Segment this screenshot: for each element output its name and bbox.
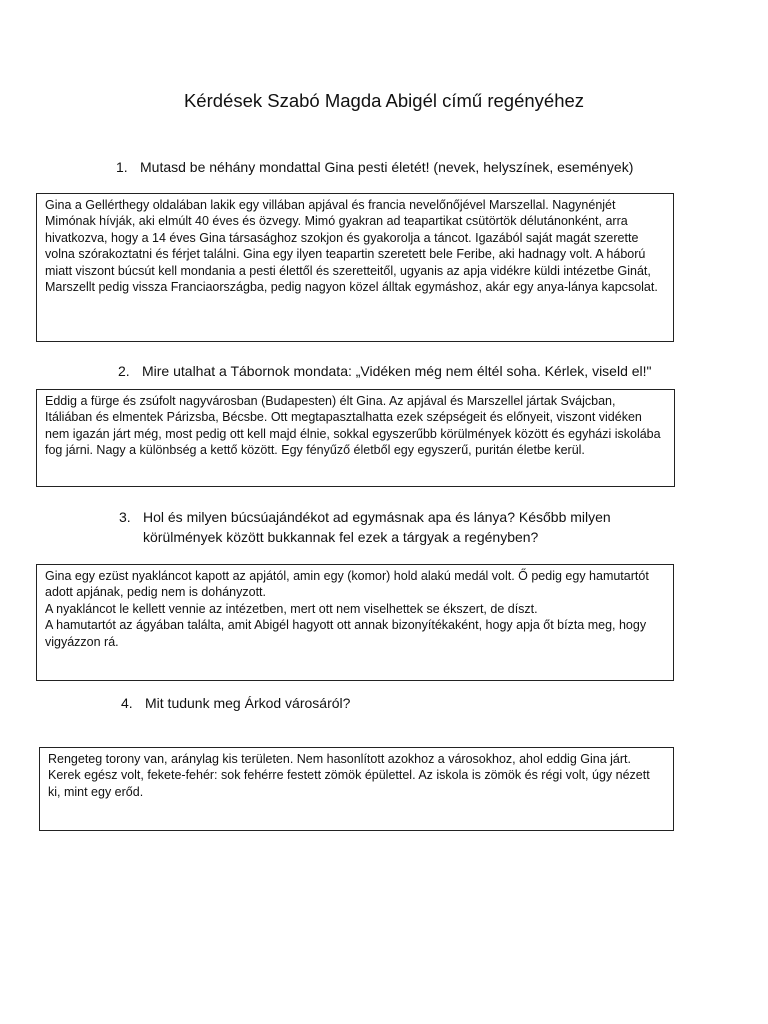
answer-box-1 bbox=[36, 193, 674, 342]
question-2-number: 2. bbox=[118, 363, 130, 379]
question-1-text: Mutasd be néhány mondattal Gina pesti életét! (nevek, helyszínek, események) bbox=[140, 159, 634, 175]
question-4 bbox=[121, 693, 621, 713]
question-1 bbox=[116, 157, 676, 177]
question-2-text: Mire utalhat a Tábornok mondata: „Vidéken még nem éltél soha. Kérlek, viseld el!" bbox=[142, 363, 652, 379]
answer-3-paragraph-3: A hamutartót az ágyában találta, amit Abigél hagyott ott annak bizonyítékaként, hogy apja őt bízta meg, hogy vigyázzon rá. bbox=[45, 618, 647, 649]
answer-box-3 bbox=[36, 564, 674, 681]
answer-box-4 bbox=[39, 747, 674, 831]
answer-4-paragraph-1: Rengeteg torony van, aránylag kis területen. Nem hasonlított azokhoz a városokhoz, ahol eddig Gina járt. Kerek egész volt, fekete-fehér: sok fehérre festett zömök épülettel. Az iskola is zömök és régi volt, úgy nézett ki, mint egy erőd. bbox=[48, 752, 650, 799]
question-1-number: 1. bbox=[116, 159, 128, 175]
document-title: Kérdések Szabó Magda Abigél című regényéhez bbox=[183, 90, 585, 111]
answer-2-paragraph-1: Eddig a fürge és zsúfolt nagyvárosban (Budapesten) élt Gina. Az apjával és Marszellel jártak Svájcban, Itáliában és elmentek Párizsba, Bécsbe. Ott megtapasztalhatta ezek szépségeit és előnyeit, viszont vidéken nem igazán járt még, most pedig ott kell majd élnie, sokkal egyszerűbb körülmények között és egyházi iskolába fog járni. Nagy a különbség a kettő között. Egy fényűző életből egy egyszerű, puritán életbe kerül. bbox=[45, 394, 661, 458]
question-3 bbox=[119, 507, 619, 547]
answer-box-2 bbox=[36, 389, 675, 487]
question-4-text: Mit tudunk meg Árkod városáról? bbox=[145, 695, 351, 711]
answer-1-paragraph-1: Gina a Gellérthegy oldalában lakik egy villában apjával és francia nevelőnőjével Marszellal. Nagynénjét Mimónak hívják, aki elmúlt 40 éves és özvegy. Mimó gyakran ad teapartikat csütörtök délutánonként, arra hivatkozva, hogy a 14 éves Gina társasághoz szokjon és gyakorolja a táncot. Igazából saját magát szerette volna szórakoztatni és férjet találni. Gina egy ilyen teapartin szeretett bele Feribe, aki hadnagy volt. A háború miatt viszont búcsút kell mondania a pesti élettől és szeretteitől, ugyanis az apja vidékre küldi intézetbe Ginát, Marszellt pedig vissza Franciaországba, pedig nagyon közel álltak egymáshoz, akár egy anya-lánya kapcsolat. bbox=[45, 198, 658, 295]
question-2 bbox=[118, 361, 698, 381]
question-3-number: 3. bbox=[119, 509, 131, 525]
question-3-text: Hol és milyen búcsúajándékot ad egymásnak apa és lánya? Később milyen körülmények között bukkannak fel ezek a tárgyak a regényben? bbox=[143, 509, 611, 545]
question-4-number: 4. bbox=[121, 695, 133, 711]
answer-3-paragraph-1: Gina egy ezüst nyakláncot kapott az apjától, amin egy (komor) hold alakú medál volt. Ő pedig egy hamutartót adott apjának, pedig nem is dohányzott. bbox=[45, 569, 649, 600]
answer-3-paragraph-2: A nyakláncot le kellett vennie az intézetben, mert ott nem viselhettek se ékszert, de díszt. bbox=[45, 601, 538, 616]
